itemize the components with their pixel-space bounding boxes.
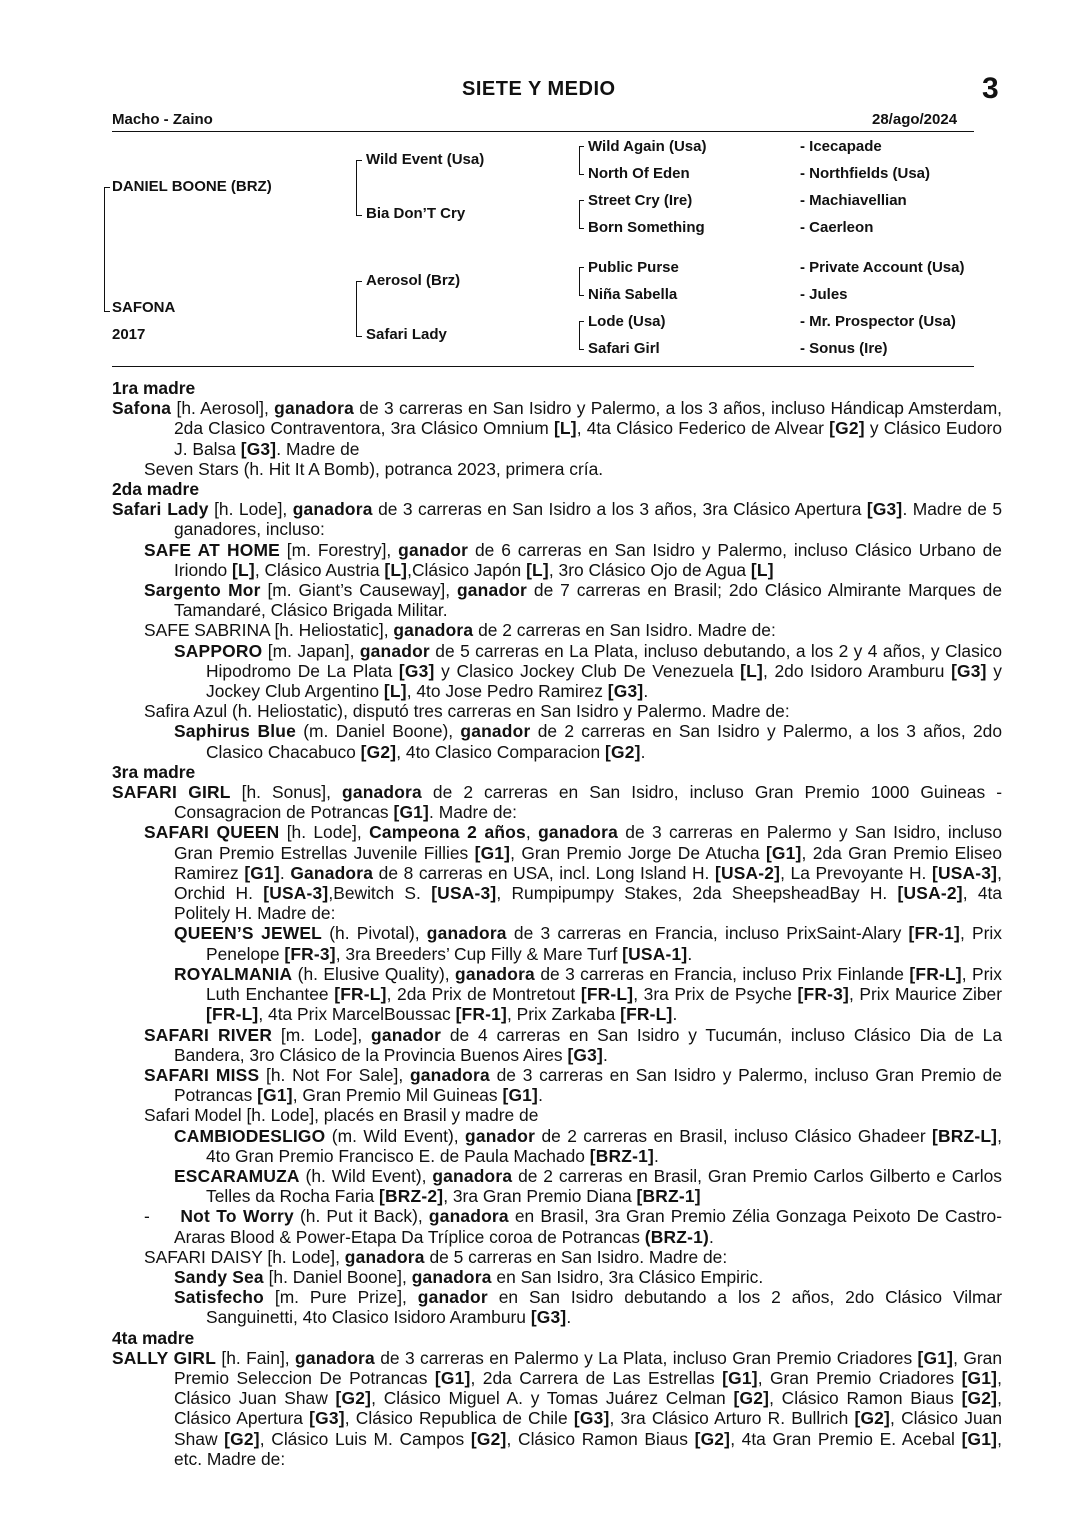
bold-text: [G1] <box>474 842 511 863</box>
entry-text: de 7 carreras en Brasil; 2do Clásico Almirante Marques de Tamandaré, Clásico Brigada Militar. <box>174 580 1002 621</box>
bold-text: ganador <box>398 539 469 560</box>
horse-name: SIETE Y MEDIO <box>462 78 616 100</box>
family-entry <box>112 398 1002 459</box>
bold-text: ganadora <box>274 398 354 419</box>
bold-text: SAFARI QUEEN <box>144 822 280 843</box>
bold-text: ganadora <box>342 782 422 803</box>
family-entry <box>112 1267 1002 1287</box>
bold-text: [BRZ-1] <box>589 1145 654 1166</box>
bold-text: ganadora <box>426 923 507 944</box>
bold-text: [G3] <box>607 681 644 702</box>
catalog-date: 28/ago/2024 <box>872 111 958 128</box>
entry-text: SAFARI DAISY [h. Lode], <box>144 1246 345 1267</box>
bold-text: ganador <box>460 721 531 742</box>
entry-text: . Madre de 5 ganadores, incluso: <box>174 499 1002 540</box>
bold-text: ganador <box>456 580 527 601</box>
bold-text: [G1] <box>393 802 430 823</box>
pedigree-g4-6: - Jules <box>800 286 848 303</box>
entry-text: , Prix Zarkaba <box>507 1004 621 1025</box>
bold-text: SAPPORO <box>174 640 263 661</box>
family-entry <box>112 782 1002 822</box>
pedigree-g4-1: - Icecapade <box>800 138 882 155</box>
entry-text: y Jockey Club Argentino <box>206 660 1003 702</box>
bold-text: [G3] <box>530 1307 567 1328</box>
bracket-line <box>356 281 362 282</box>
bold-text: [FR-L] <box>620 1004 673 1025</box>
pedigree-g3-6: Niña Sabella <box>588 286 678 303</box>
pedigree-g4-8: - Sonus (Ire) <box>800 340 888 357</box>
bold-text: [G2] <box>829 418 865 439</box>
family-entry <box>112 580 1002 620</box>
entry-text: SAFE SABRINA [h. Heliostatic], <box>144 620 394 641</box>
entry-text: . Madre de <box>276 438 360 459</box>
bold-text: Sandy Sea <box>174 1266 264 1287</box>
entry-text: [h. Sonus], <box>230 782 343 803</box>
entry-text: (m. Wild Event), <box>325 1125 466 1146</box>
entry-text: [h. Fain], <box>216 1347 295 1368</box>
entry-text: de 2 carreras en San Isidro. Madre de: <box>473 620 776 641</box>
bold-text: ESCARAMUZA <box>174 1165 300 1186</box>
bold-text: [USA-3] <box>431 883 497 904</box>
entry-text: de 3 carreras en San Isidro a los 3 años, 3ra Clásico Apertura <box>372 499 867 520</box>
entry-text: [h. Aerosol], <box>171 398 275 419</box>
entry-text: en San Isidro debutando a los 2 años, 2do Clásico Vilmar Sanguinetti, 4to Clasico Isidoro Aramburu <box>206 1287 1002 1328</box>
bracket-line <box>579 200 584 201</box>
entry-text: de 5 carreras en La Plata, incluso debutando, a los 2 y 4 años, y Clasico Hipodromo De La Plata <box>206 640 1002 681</box>
bold-text: [G3] <box>240 438 277 459</box>
bold-text: [USA-2] <box>897 883 963 904</box>
family-entry <box>112 1348 1002 1469</box>
entry-text: de 8 carreras en USA, incl. Long Island H. <box>373 862 715 883</box>
pedigree-g4-4: - Caerleon <box>800 219 874 236</box>
family-entry <box>112 641 1002 702</box>
bold-text: [USA-3] <box>931 862 998 883</box>
bracket-line <box>104 187 110 188</box>
entry-text: , 4to Clasico Comparacion <box>396 741 606 762</box>
entry-text: de 2 carreras en San Isidro y Palermo, a los 3 años, 2do Clasico Chacabuco <box>206 721 1003 762</box>
family-entry <box>112 540 1002 580</box>
entry-text: . <box>603 1044 608 1065</box>
family-entry <box>112 1287 1002 1327</box>
bracket-line <box>356 336 362 337</box>
entry-text: , Clásico Republica de Chile <box>344 1408 574 1429</box>
pedigree-bottom-rule <box>112 366 974 367</box>
entry-text: en Brasil, 3ra Gran Premio Zélia Gonzaga Peixoto De Castro-Araras Blood & Power-Etapa Da Tríplice coroa de Potrancas <box>174 1206 1003 1247</box>
entry-text: , La Prevoyante H. <box>780 862 932 883</box>
bold-text: ganadora <box>393 620 474 641</box>
entry-text: de 3 carreras en Francia, incluso PrixSaint-Alary <box>506 923 909 944</box>
bold-text: [G3] <box>567 1044 604 1065</box>
bold-text: ganadora <box>295 1347 375 1368</box>
bold-text: ROYALMANIA <box>174 963 293 984</box>
family-entry <box>112 1166 1002 1206</box>
bold-text: CAMBIODESLIGO <box>174 1125 326 1146</box>
entry-text: , Orchid H. <box>174 862 1002 904</box>
bold-text: [FR-3] <box>797 984 849 1005</box>
entry-text: de 4 carreras en San Isidro y Tucumán, incluso Clásico Dia de La Bandera, 3ro Clásico de la Provincia Buenos Aires <box>174 1024 1003 1065</box>
pedigree-g4-7: - Mr. Prospector (Usa) <box>800 313 956 330</box>
entry-text: , Clásico Luis M. Campos <box>259 1428 471 1449</box>
bold-text: QUEEN’S JEWEL <box>174 923 323 944</box>
entry-text: de 2 carreras en Brasil, Gran Premio Carlos Gilberto e Carlos Telles da Rocha Faria <box>206 1165 1003 1207</box>
entry-text: de 5 carreras en San Isidro. Madre de: <box>424 1246 728 1267</box>
bracket-line <box>579 267 580 296</box>
entry-text: , Clásico Apertura <box>174 1388 1002 1429</box>
bold-text: [USA-3] <box>263 883 329 904</box>
bold-text: SAFARI RIVER <box>144 1024 273 1045</box>
entry-text: (h. Pivotal), <box>322 923 427 944</box>
entry-text: Safira Azul (h. Heliostatic), disputó tres carreras en San Isidro y Palermo. Madre de: <box>144 701 790 722</box>
bold-text: [G1] <box>244 862 280 883</box>
bold-text: [FR-L] <box>206 1004 259 1025</box>
entry-text: . <box>643 681 649 702</box>
entry-text: , 3ra Clásico Arturo R. Bullrich <box>609 1408 855 1429</box>
entry-text: de 3 carreras en Palermo y San Isidro, incluso Gran Premio Estrellas Juvenile Fillies <box>174 822 1002 863</box>
bold-text: SALLY GIRL <box>112 1347 217 1368</box>
entry-text: [h. Lode], <box>208 499 293 520</box>
entry-text: ,Clásico Japón <box>407 559 527 580</box>
pedigree-sire: DANIEL BOONE (BRZ) <box>112 178 272 195</box>
entry-text: , Clásico Ramon Biaus <box>769 1388 962 1409</box>
family-entry <box>112 964 1002 1025</box>
pedigree-g3-1: Wild Again (Usa) <box>588 138 707 155</box>
family-entry <box>112 1025 1002 1065</box>
entry-text: [m. Forestry], <box>279 539 399 560</box>
bracket-line <box>579 321 580 350</box>
bold-text: [BRZ-L] <box>932 1125 998 1146</box>
bold-text: SAFARI GIRL <box>112 782 231 803</box>
family-entry <box>112 620 1002 640</box>
bold-text: ganadora <box>344 1246 425 1267</box>
bold-text: [G2] <box>360 741 397 762</box>
bold-text: ganadora <box>409 1064 490 1085</box>
entry-text: [m. Japan], <box>262 640 360 661</box>
bold-text: [L] <box>740 660 763 681</box>
bold-text: [G2] <box>961 1388 998 1409</box>
family-entry <box>112 459 1002 479</box>
entry-text: [h. Not For Sale], <box>259 1064 410 1085</box>
section-heading: 3ra madre <box>112 761 196 782</box>
entry-text: - <box>144 1206 181 1227</box>
family-entry <box>112 701 1002 721</box>
entry-text: de 3 carreras en San Isidro y Palermo, a los 3 años, incluso Hándicap Amsterdam, 2da Clasico Contraventora, 3ra Clásico Omnium <box>174 398 1003 439</box>
entry-text: . Madre de: <box>429 802 518 823</box>
bold-text: Saphirus Blue <box>174 721 296 742</box>
bold-text: [G1] <box>961 1428 998 1449</box>
bold-text: Sargento Mor <box>144 580 261 601</box>
entry-text: , 3ra Prix de Psyche <box>633 984 798 1005</box>
family-entry <box>112 822 1002 923</box>
family-entry <box>112 923 1002 963</box>
entry-text: y Clásico Eudoro J. Balsa <box>174 418 1002 459</box>
entry-text: de 3 carreras en Francia, incluso Prix Finlande <box>534 963 910 984</box>
entry-text: , 4to Jose Pedro Ramirez <box>406 681 608 702</box>
pedigree-g3-7: Lode (Usa) <box>588 313 666 330</box>
entry-text: . <box>538 1085 543 1106</box>
bold-text: [G1] <box>961 1367 998 1388</box>
family-entry <box>112 1065 1002 1105</box>
entry-text: , 3ra Gran Premio Diana <box>443 1186 637 1207</box>
entry-text: , Clásico Ramon Biaus <box>506 1428 695 1449</box>
family-entry <box>112 499 1002 539</box>
bold-text: ganador <box>371 1024 442 1045</box>
family-entry <box>112 1206 1002 1246</box>
entry-text: , 4ta Clásico Federico de Alvear <box>576 418 830 439</box>
bold-text: ganadora <box>411 1266 492 1287</box>
bold-text: ganador <box>417 1287 488 1308</box>
entry-text: , Rumpipumpy Stakes, 2da SheepsheadBay H. <box>496 883 898 904</box>
bold-text: [G1] <box>434 1367 471 1388</box>
pedigree-sire-sire: Wild Event (Usa) <box>366 151 485 168</box>
section-heading: 4ta madre <box>112 1327 195 1348</box>
entry-text: , 4ta Gran Premio E. Acebal <box>730 1428 962 1449</box>
bold-text: ganadora <box>432 1165 513 1186</box>
bold-text: [G1] <box>257 1085 293 1106</box>
entry-text: [h. Daniel Boone], <box>263 1266 412 1287</box>
entry-text: . <box>708 1226 714 1247</box>
entry-text: , 2do Isidoro Aramburu <box>762 660 952 681</box>
bracket-line <box>356 281 357 337</box>
bracket-line <box>579 321 584 322</box>
bracket-line <box>579 174 584 175</box>
bold-text: [L] <box>526 559 549 580</box>
entry-text: [h. Lode], <box>279 822 370 843</box>
bold-text: [BRZ-1] <box>636 1186 701 1207</box>
bold-text: [G2] <box>335 1388 372 1409</box>
entry-text: Seven Stars (h. Hit It A Bomb), potranca 2023, primera cría. <box>144 458 604 479</box>
entry-text: , Clásico Juan Shaw <box>174 1408 1002 1449</box>
header-rule <box>112 131 974 132</box>
bold-text: ganadora <box>455 963 535 984</box>
entry-text: . <box>279 862 291 883</box>
bold-text: [G3] <box>866 499 903 520</box>
pedigree-year: 2017 <box>112 326 146 343</box>
entry-text: de 3 carreras en San Isidro y Palermo, incluso Gran Premio de Potrancas <box>174 1064 1002 1106</box>
entry-text: , <box>525 822 539 843</box>
bracket-line <box>579 267 584 268</box>
entry-text: , 2da Prix de Montretout <box>386 984 581 1005</box>
entry-text: (h. Elusive Quality), <box>292 963 456 984</box>
entry-text: [m. Pure Prize], <box>263 1287 418 1308</box>
bold-text: [L] <box>232 559 255 580</box>
bold-text: [L] <box>384 559 408 580</box>
entry-text: , Prix Luth Enchantee <box>206 963 1002 1005</box>
entry-text: , 3ro Clásico Ojo de Agua <box>548 559 751 580</box>
entry-text: , Gran Premio Mil Guineas <box>292 1085 503 1106</box>
bracket-line <box>579 295 584 296</box>
bold-text: [G3] <box>573 1408 610 1429</box>
bold-text: [G2] <box>470 1428 507 1449</box>
bold-text: [FR-L] <box>909 963 962 984</box>
entry-text: [m. Lode], <box>272 1024 372 1045</box>
entry-text: y Clasico Jockey Club De Venezuela <box>434 660 741 681</box>
bold-text: [L] <box>750 559 774 580</box>
entry-text: en San Isidro, 3ra Clásico Empiric. <box>491 1266 764 1287</box>
pedigree-g4-3: - Machiavellian <box>800 192 907 209</box>
entry-text: ,Bewitch S. <box>328 883 432 904</box>
bold-text: [G2] <box>854 1408 891 1429</box>
entry-text: (h. Put it Back), <box>293 1206 429 1227</box>
bold-text: [G3] <box>309 1408 345 1429</box>
bold-text: [G2] <box>733 1388 770 1409</box>
bold-text: ganadora <box>292 499 373 520</box>
entry-text: de 2 carreras en San Isidro, incluso Gran Premio 1000 Guineas - Consagracion de Potrancas <box>174 782 1002 823</box>
pedigree-g3-2: North Of Eden <box>588 165 690 182</box>
entry-text: , Gran Premio Jorge De Atucha <box>510 842 766 863</box>
bracket-line <box>579 146 584 147</box>
family-entry <box>112 1105 1002 1125</box>
bold-text: SAFE AT HOME <box>144 539 280 560</box>
bracket-line <box>356 160 357 216</box>
pedigree-g3-8: Safari Girl <box>588 340 660 357</box>
family-entry <box>112 721 1002 761</box>
bracket-line <box>579 146 580 175</box>
pedigree-g4-2: - Northfields (Usa) <box>800 165 931 182</box>
bold-text: ganador <box>359 640 430 661</box>
entry-text: . <box>672 1004 678 1025</box>
bold-text: [G2] <box>224 1428 260 1449</box>
pedigree-g3-5: Public Purse <box>588 259 679 276</box>
entry-text: , 4ta Prix MarcelBoussac <box>258 1004 456 1025</box>
bracket-line <box>356 215 362 216</box>
entry-text: , Gran Premio Criadores <box>757 1367 962 1388</box>
bold-text: (BRZ-1) <box>644 1226 709 1247</box>
bold-text: [L] <box>383 681 407 702</box>
bold-text: [FR-L] <box>580 984 634 1005</box>
entry-text: de 2 carreras en Brasil, incluso Clásico Ghadeer <box>535 1125 933 1146</box>
bold-text: ganador <box>465 1125 536 1146</box>
entry-text: de 3 carreras en Palermo y La Plata, incluso Gran Premio Criadores <box>374 1347 918 1368</box>
bold-text: Satisfecho <box>174 1287 264 1308</box>
sex-color: Macho - Zaino <box>112 111 213 128</box>
bold-text: [G2] <box>605 741 641 762</box>
bracket-line <box>104 311 110 312</box>
bold-text: [FR-1] <box>455 1004 507 1025</box>
bold-text: [L] <box>553 418 577 439</box>
family-entry <box>112 1247 1002 1267</box>
pedigree-dam-sire: Aerosol (Brz) <box>366 272 461 289</box>
bracket-line <box>579 349 584 350</box>
bracket-line <box>104 187 105 312</box>
bold-text: Ganadora <box>290 862 374 883</box>
bold-text: SAFARI MISS <box>144 1064 260 1085</box>
section-heading: 1ra madre <box>112 378 196 398</box>
entry-text: , 4to Gran Premio Francisco E. de Paula Machado <box>206 1125 1003 1166</box>
entry-text: , 3ra Breeders’ Cup Filly & Mare Turf <box>335 943 623 964</box>
pedigree-dam: SAFONA <box>112 299 176 316</box>
bold-text: Campeona 2 años <box>369 822 526 843</box>
bold-text: ganadora <box>538 822 618 843</box>
entry-text: [m. Giant’s Causeway], <box>260 580 457 601</box>
bold-text: [G2] <box>694 1428 731 1449</box>
entry-text: Safari Model [h. Lode], placés en Brasil y madre de <box>144 1105 539 1126</box>
entry-text: de 6 carreras en San Isidro y Palermo, incluso Clásico Urbano de Iriondo <box>174 539 1002 580</box>
entry-text: . <box>687 943 693 964</box>
bold-text: [G1] <box>502 1085 539 1106</box>
entry-text: (m. Daniel Boone), <box>295 721 461 742</box>
bold-text: Safona <box>112 398 172 419</box>
entry-text: , 2da Carrera de Las Estrellas <box>470 1367 723 1388</box>
entry-text: . <box>653 1145 659 1166</box>
pedigree-g4-5: - Private Account (Usa) <box>800 259 965 276</box>
bracket-line <box>356 160 362 161</box>
bold-text: ganadora <box>428 1206 509 1227</box>
family-entry <box>112 1126 1002 1166</box>
section-heading: 2da madre <box>112 479 199 500</box>
bold-text: [G3] <box>398 660 435 681</box>
bold-text: [G3] <box>951 660 987 681</box>
bold-text: [G1] <box>765 842 802 863</box>
entry-text: , Prix Penelope <box>206 923 1002 964</box>
entry-text: , Prix Maurice Ziber <box>848 984 1003 1005</box>
entry-text: , Gran Premio Seleccion De Potrancas <box>174 1347 1003 1388</box>
entry-text: , 2da Gran Premio Eliseo Ramirez <box>174 842 1003 883</box>
bold-text: [FR-L] <box>334 984 387 1005</box>
entry-text: . <box>640 741 646 762</box>
bold-text: Not To Worry <box>180 1206 294 1227</box>
entry-text: , Clásico Austria <box>254 559 385 580</box>
entry-text: , Clásico Miguel A. y Tomas Juárez Celman <box>371 1388 734 1409</box>
bold-text: [USA-1] <box>622 943 688 964</box>
lot-number: 3 <box>982 72 999 105</box>
entry-text: . <box>566 1307 572 1328</box>
bold-text: Safari Lady <box>112 499 209 520</box>
bracket-line <box>579 200 580 229</box>
bold-text: [BRZ-2] <box>379 1186 444 1207</box>
pedigree-g3-3: Street Cry (Ire) <box>588 192 693 209</box>
bold-text: [G1] <box>917 1347 954 1368</box>
bold-text: [FR-1] <box>908 923 960 944</box>
pedigree-dam-dam: Safari Lady <box>366 326 447 343</box>
entry-text: , etc. Madre de: <box>174 1428 1002 1469</box>
family-notes <box>112 378 1002 1469</box>
pedigree-sire-dam: Bia Don’T Cry <box>366 205 466 222</box>
pedigree-g3-4: Born Something <box>588 219 705 236</box>
entry-text: , 4ta Politely H. Madre de: <box>174 883 1003 924</box>
entry-text: , Clásico Juan Shaw <box>174 1367 1002 1409</box>
bold-text: [G1] <box>722 1367 758 1388</box>
bold-text: [FR-3] <box>284 943 336 964</box>
bold-text: [USA-2] <box>714 862 781 883</box>
entry-text: (h. Wild Event), <box>299 1165 433 1186</box>
bracket-line <box>579 228 584 229</box>
